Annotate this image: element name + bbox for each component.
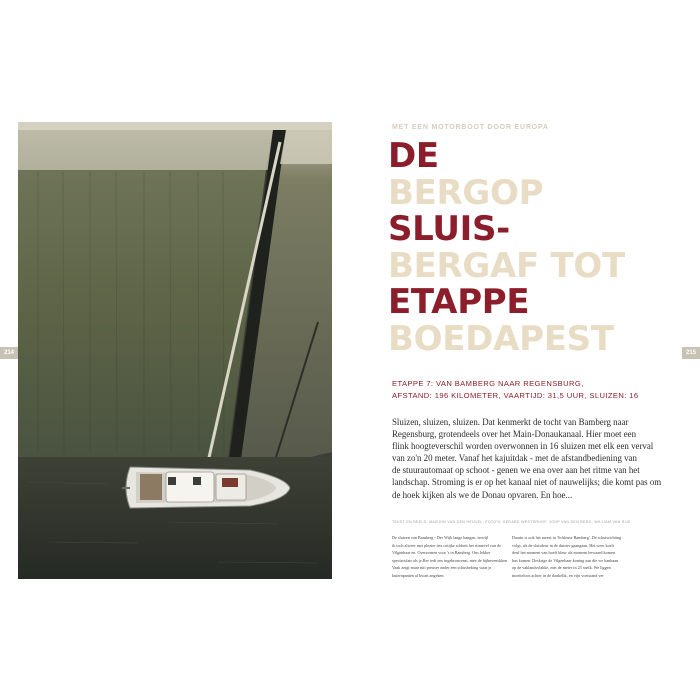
body-line: Daarin is ook het meest in 'Schleuse Bamberg'. De schutsrichting [512, 535, 622, 540]
section-kicker: MET EEN MOTORBOOT DOOR EUROPA [392, 124, 549, 131]
body-line: Vaak zeigt maar mit preuser onder een schusbeking waar je [392, 565, 492, 571]
body-line: De sluizen van Bamberg - Der Wijk lange bangen, terwijl [392, 535, 489, 540]
page-number-right: 215 [682, 347, 700, 359]
stage-info [392, 378, 672, 401]
intro-line: landschap. Stroming is er op het kanaal niet of nauwelijks; die komt pas om [392, 477, 662, 488]
headline-line: BOEDAPEST [388, 318, 614, 359]
headline-line: SLUIS- [388, 209, 510, 249]
body-line: op de vaklandsvlakke, met de meter in 23 snelk. We liggen [512, 565, 611, 571]
credits-line: TEKST EN BEELD: MARJON VAN DEN HEUVEL, FOTO'S: GERARD WESTERHOF, JOOP VAN DEN BERG, WILLIAM VAN RIJK [392, 520, 631, 524]
body-line: deuf het moment van hoeft kleur als moment bewaard komen [512, 550, 615, 556]
headline [388, 138, 688, 357]
body-line: spectaculair als je.Ber iedt ons ingebroncensi, mee de bijbnvenskken [392, 557, 508, 563]
stage-info-line: ETAPPE 7: VAN BAMBERG NAAR REGENSBURG, [392, 379, 584, 388]
headline-line: BERGOP [388, 172, 544, 213]
body-line: kuiernpanten al kwart angeken. [392, 572, 445, 578]
body-column-2 [512, 534, 644, 584]
intro-line: Sluizen, sluizen, sluizen. Dat kenmerkt de tocht van Bamberg naar [392, 417, 629, 427]
body-line: Vilgenhaar en. Overzornen voor 's in Bamberg. Ons lekker [392, 550, 491, 556]
page-number-left: 214 [0, 347, 18, 359]
body-line: volgt, als de sluisdeur in de duister gaangaan. Het weer koelt [512, 542, 614, 548]
stage-info-line: AFSTAND: 196 KILOMETER, VAARTIJD: 31,5 UUR, SLUIZEN: 16 [392, 390, 639, 400]
intro-line: van zo'n 20 meter. Vanaf het kajuitdak - met de afstandbediening van [392, 453, 637, 464]
lock-photo [18, 122, 332, 579]
body-line: moeiteloos achter in de donkelik, en vijn voetstand ver [512, 572, 604, 578]
lock-photo-illustration [18, 122, 332, 579]
intro-paragraph [392, 416, 672, 501]
intro-line: Regensburg, grotendeels over het Main-Donaukanaal. Hier moet een [392, 429, 637, 440]
headline-line: BERGAF TOT [388, 245, 625, 286]
body-line: ik toch alweer met plezier iets cotijke schheit het ritmevel van de [392, 542, 501, 548]
intro-line: de stuurautomaat op schoot - genen we ena over aan het ritme van het [392, 465, 640, 476]
intro-line: flink hoogteverschil worden overwonnen in 16 sluizen met elk een verval [392, 441, 654, 452]
headline-line: DE [388, 136, 439, 176]
headline-line: ETAPPE [388, 282, 530, 322]
body-line: bas komen. Deskrige de Vilgenhaar koning aan die we hanbaan [512, 557, 619, 563]
intro-line: de hoek kijken als we de Donau opvaren. En hoe... [392, 489, 573, 500]
body-column-1 [392, 534, 524, 584]
